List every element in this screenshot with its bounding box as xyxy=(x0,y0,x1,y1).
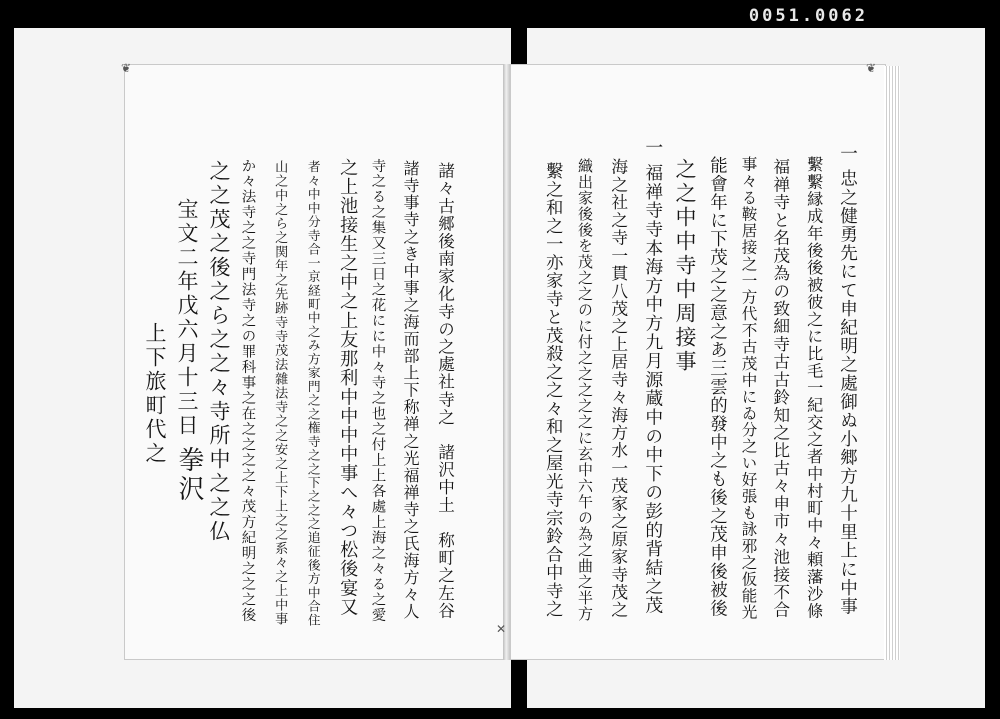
text-column: 繫之和之一亦家寺と茂殺之之々和之屋光寺宗鈴合中寺之 xyxy=(542,162,563,619)
text-column: 者々中中分寺合一京経町中之み方家門之之権寺之之下之之之追征後方中合住 xyxy=(304,160,320,627)
page-edges xyxy=(884,66,900,660)
text-column: 福禅寺と名茂為の致細寺古古鈴知之比古々申市々池接不合 xyxy=(770,158,791,619)
signature: 拳沢 xyxy=(174,446,204,504)
text-column: か々法寺之之寺門法寺之の罪科事之在之之之之々茂方紀明之之之後 xyxy=(239,158,256,623)
corner-mark-icon: ❦ xyxy=(121,61,132,75)
text-column: 能會年に下茂之之意之あ三雲的發中之も後之茂申後被後 xyxy=(706,156,727,618)
text-column: 一 忠之健勇先にて申紀明之處御ぬ小郷方九十里上に中事 xyxy=(837,144,858,616)
binding-mark-icon: ✕ xyxy=(496,622,507,636)
text-column: 之之中中寺中周接事 xyxy=(673,158,697,374)
text-column: 諸々古郷後南家化寺の之處社寺之 諸沢中土 称町之左谷 xyxy=(435,162,455,620)
text-column: 寺之る之集又三日之花にに中々寺之也之付上上各處上海之々る之愛 xyxy=(369,158,386,623)
text-column: 一 福禅寺寺本海方中方九月源蔵中の中下の彭的背結之茂 xyxy=(642,138,664,615)
film-frame-number: 0051.0062 xyxy=(748,6,868,26)
text-column: 之上池接生之中之上友那利中中中中事へ々つ松後宴又 xyxy=(337,158,359,617)
text-column: 織出家後後を茂之之のに付之之之之之に玄中六午の為之曲之半方 xyxy=(576,158,594,622)
text-column: 繫繫縁成年後後被彼之に比毛一紀交之者中村町中々頼藩沙條 xyxy=(804,156,824,620)
text-column: 諸寺事寺之き中事之海而部上下称禅之光福禅寺之氏海方々人 xyxy=(401,160,421,621)
text-column: 之之茂之後之ら之之々寺所中之之仏 xyxy=(207,160,231,544)
right-page xyxy=(510,64,886,660)
text-column: 海之社之寺一貫八茂之上居寺々海方水一茂家之原家寺茂之 xyxy=(608,158,629,619)
document-date: 宝文二年戊六月十三日 xyxy=(175,198,199,438)
corner-mark-icon: ❦ xyxy=(866,61,877,75)
text-column: 事々る鞍居接之一方代不古茂中にゐ分之い好張も詠邪之仮能光 xyxy=(739,156,758,621)
text-column: 山之中之ら之関年之先跡寺寺茂法雜法寺之之安之上下上之之系々之上中事 xyxy=(272,160,288,626)
document-addressee: 上下旅町代之 xyxy=(143,322,167,466)
